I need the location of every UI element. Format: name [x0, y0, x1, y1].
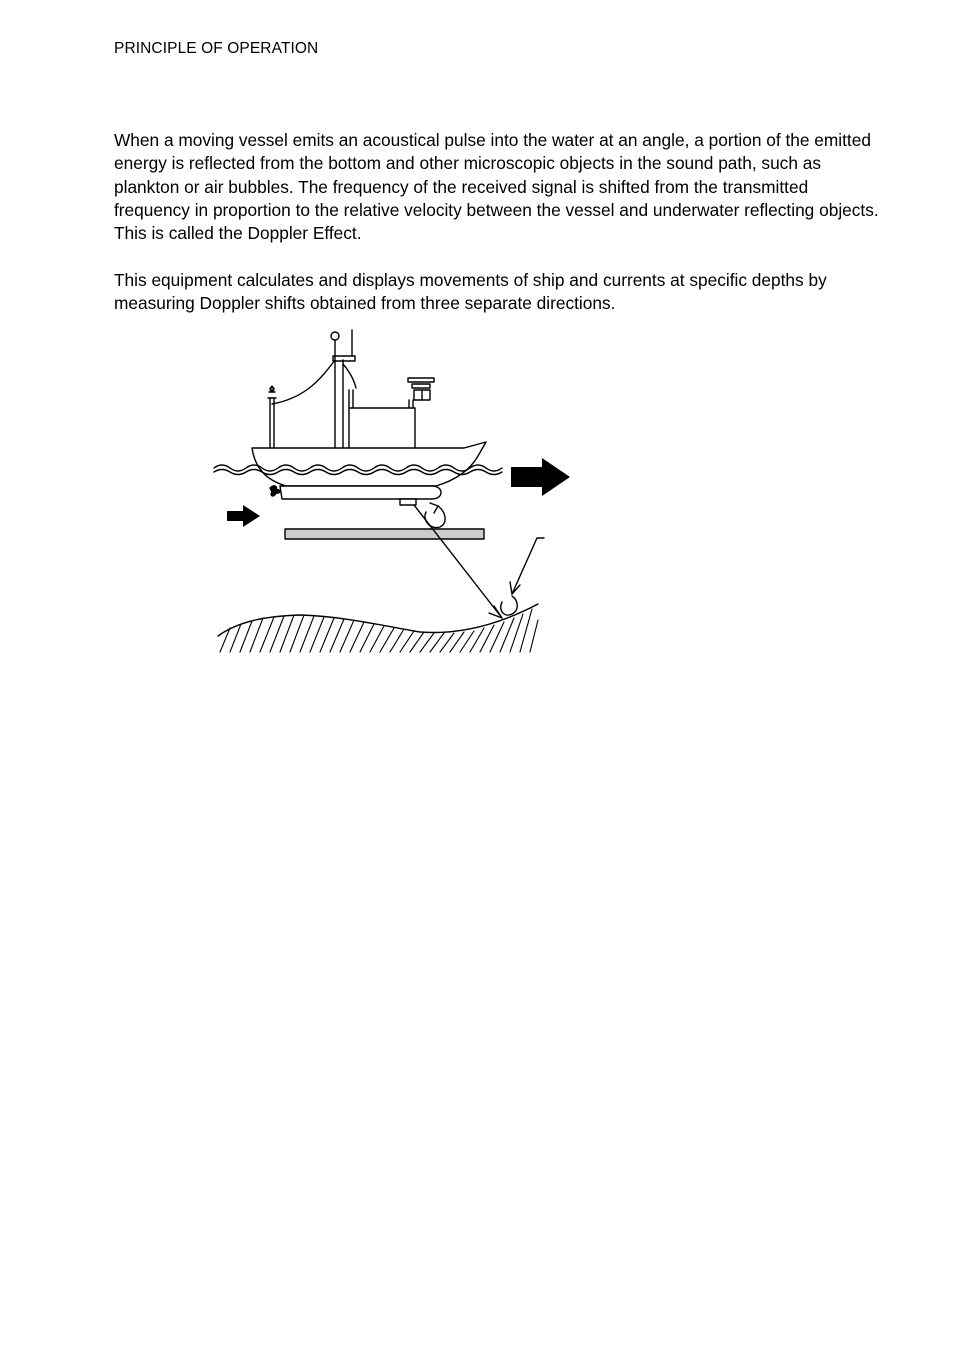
ship-mast — [268, 330, 356, 448]
direction-arrow-icon — [511, 458, 570, 496]
ship-hull — [252, 442, 486, 486]
running-header: PRINCIPLE OF OPERATION — [114, 40, 319, 57]
current-arrow-icon — [227, 505, 260, 527]
propeller-icon — [270, 486, 280, 496]
seabed-line — [218, 604, 538, 636]
paragraph-equipment-function: This equipment calculates and displays movements of ship and currents at specific depths by measuring Doppler shifts obtained from three separate directions. — [114, 270, 827, 314]
ship-deckhouse — [349, 378, 434, 449]
transducer-icon — [400, 499, 416, 505]
paragraph-doppler-effect: When a moving vessel emits an acoustical pulse into the water at an angle, a portion of the emitted energy is reflected from the bottom and other microscopic objects in the sound path, such as plankton or air bubbles. The frequency of the received signal is shifted from the transmitted frequency in proportion to the relative velocity between the vessel and underwater reflecting objects. This is called the Doppler Effect. — [114, 130, 879, 244]
layer-echo — [425, 503, 445, 528]
water-layer-bar — [285, 529, 484, 539]
seabed-hatching — [220, 609, 538, 652]
doppler-principle-figure — [200, 320, 600, 665]
ship-keel — [280, 486, 441, 499]
